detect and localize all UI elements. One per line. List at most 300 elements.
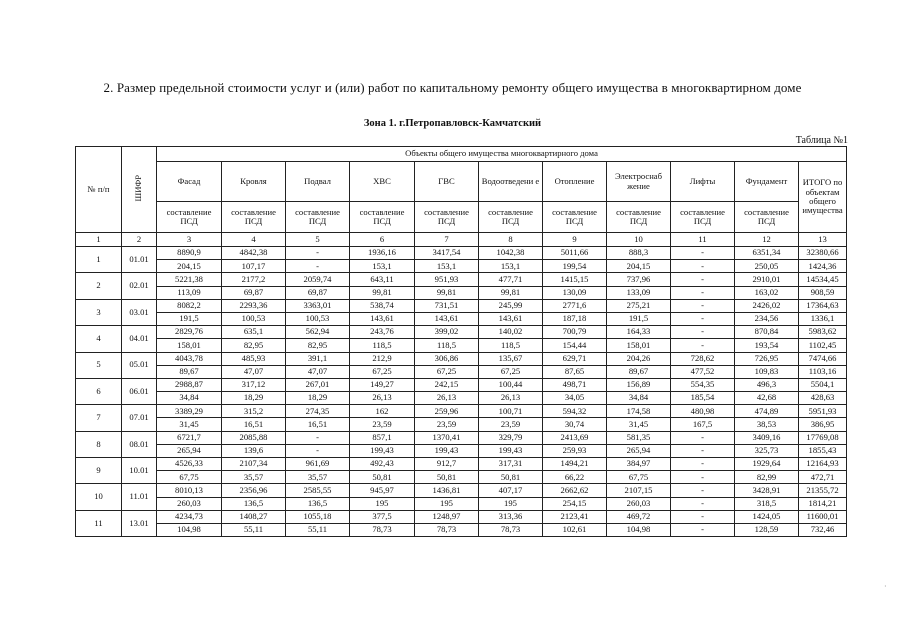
cell-value: 1248,97 xyxy=(415,510,479,523)
header-sublabel: составление ПСД xyxy=(479,202,543,233)
header-total: ИТОГО по объектам общего имущества xyxy=(799,162,847,233)
table-row xyxy=(76,497,847,510)
cell-value: 187,18 xyxy=(543,312,607,325)
cell-value: 1855,43 xyxy=(799,444,847,457)
header-code-text: ШИФР xyxy=(133,175,144,202)
cell-value: 1436,81 xyxy=(415,484,479,497)
cell-value: - xyxy=(671,247,735,260)
table-row xyxy=(76,405,847,418)
cell-value: 99,81 xyxy=(415,286,479,299)
cell-value: 5221,38 xyxy=(157,273,222,286)
cell-value: 2829,76 xyxy=(157,326,222,339)
cell-value: 82,95 xyxy=(222,339,286,352)
header-object: Фасад xyxy=(157,162,222,202)
row-code: 02.01 xyxy=(122,273,157,299)
cell-value: 4842,38 xyxy=(222,247,286,260)
cell-value: 35,57 xyxy=(222,471,286,484)
cell-value: 242,15 xyxy=(415,378,479,391)
cell-value: - xyxy=(671,260,735,273)
cell-value: - xyxy=(286,444,350,457)
cell-value: 581,35 xyxy=(607,431,671,444)
cell-value: 480,98 xyxy=(671,405,735,418)
cell-value: 143,61 xyxy=(479,312,543,325)
cell-value: 428,63 xyxy=(799,392,847,405)
cell-value: 469,72 xyxy=(607,510,671,523)
cell-value: 11600,01 xyxy=(799,510,847,523)
cell-value: - xyxy=(671,484,735,497)
cell-value: 104,98 xyxy=(607,523,671,536)
cell-value: - xyxy=(671,471,735,484)
cell-value: 89,67 xyxy=(157,365,222,378)
row-code: 10.01 xyxy=(122,458,157,484)
cell-value: 191,5 xyxy=(607,312,671,325)
cell-value: 16,51 xyxy=(222,418,286,431)
cell-value: 195 xyxy=(479,497,543,510)
cell-value: 1336,1 xyxy=(799,312,847,325)
cell-value: 384,97 xyxy=(607,458,671,471)
row-number: 1 xyxy=(76,247,122,273)
table-row xyxy=(76,326,847,339)
cell-value: 87,65 xyxy=(543,365,607,378)
cell-value: 318,5 xyxy=(735,497,799,510)
row-code: 08.01 xyxy=(122,431,157,457)
cell-value: 135,67 xyxy=(479,352,543,365)
row-code: 04.01 xyxy=(122,326,157,352)
cell-value: 1929,64 xyxy=(735,458,799,471)
cell-value: 1103,16 xyxy=(799,365,847,378)
cell-value: 3417,54 xyxy=(415,247,479,260)
column-number: 9 xyxy=(543,233,607,247)
table-row xyxy=(76,458,847,471)
cell-value: 2910,01 xyxy=(735,273,799,286)
cell-value: - xyxy=(671,458,735,471)
table-row xyxy=(76,378,847,391)
table-row xyxy=(76,260,847,273)
cell-value: 99,81 xyxy=(350,286,415,299)
cell-value: 737,96 xyxy=(607,273,671,286)
cost-table xyxy=(75,146,847,537)
cell-value: 204,15 xyxy=(607,260,671,273)
cell-value: 3363,01 xyxy=(286,299,350,312)
cell-value: 265,94 xyxy=(157,444,222,457)
cell-value: 8082,2 xyxy=(157,299,222,312)
cell-value: 42,68 xyxy=(735,392,799,405)
cell-value: 2293,36 xyxy=(222,299,286,312)
header-code xyxy=(122,147,157,233)
cell-value: - xyxy=(286,260,350,273)
cell-value: 945,97 xyxy=(350,484,415,497)
cell-value: 167,5 xyxy=(671,418,735,431)
cell-value: 274,35 xyxy=(286,405,350,418)
cell-value: 158,01 xyxy=(157,339,222,352)
cell-value: 254,15 xyxy=(543,497,607,510)
cell-value: 18,29 xyxy=(286,392,350,405)
cell-value: 31,45 xyxy=(157,418,222,431)
cell-value: 267,01 xyxy=(286,378,350,391)
cell-value: 259,93 xyxy=(543,444,607,457)
cell-value: 66,22 xyxy=(543,471,607,484)
row-number: 7 xyxy=(76,405,122,431)
cell-value: 143,61 xyxy=(350,312,415,325)
cell-value: 306,86 xyxy=(415,352,479,365)
cell-value: 1424,05 xyxy=(735,510,799,523)
cell-value: 107,17 xyxy=(222,260,286,273)
header-object: Отопление xyxy=(543,162,607,202)
cell-value: 1370,41 xyxy=(415,431,479,444)
cell-value: 1415,15 xyxy=(543,273,607,286)
cell-value: 728,62 xyxy=(671,352,735,365)
cell-value: 12164,93 xyxy=(799,458,847,471)
cell-value: 99,81 xyxy=(479,286,543,299)
margin-mark: · xyxy=(884,582,887,591)
table-row xyxy=(76,286,847,299)
cell-value: - xyxy=(671,273,735,286)
cell-value: 1102,45 xyxy=(799,339,847,352)
cell-value: 113,09 xyxy=(157,286,222,299)
cell-value: 191,5 xyxy=(157,312,222,325)
row-number: 5 xyxy=(76,352,122,378)
cell-value: 6721,7 xyxy=(157,431,222,444)
cell-value: 2662,62 xyxy=(543,484,607,497)
cell-value: 199,43 xyxy=(350,444,415,457)
table-row xyxy=(76,523,847,536)
cell-value: 199,54 xyxy=(543,260,607,273)
row-number: 10 xyxy=(76,484,122,510)
cell-value: 498,71 xyxy=(543,378,607,391)
cell-value: 250,05 xyxy=(735,260,799,273)
cell-value: 951,93 xyxy=(415,273,479,286)
cell-value: 212,9 xyxy=(350,352,415,365)
cell-value: - xyxy=(671,312,735,325)
cell-value: 149,27 xyxy=(350,378,415,391)
cell-value: 234,56 xyxy=(735,312,799,325)
column-number: 1 xyxy=(76,233,122,247)
header-sublabel: составление ПСД xyxy=(543,202,607,233)
cell-value: 153,1 xyxy=(415,260,479,273)
cell-value: 30,74 xyxy=(543,418,607,431)
cell-value: 2356,96 xyxy=(222,484,286,497)
cell-value: 50,81 xyxy=(479,471,543,484)
cell-value: 31,45 xyxy=(607,418,671,431)
cell-value: 67,25 xyxy=(350,365,415,378)
cell-value: 133,09 xyxy=(607,286,671,299)
cell-value: 317,31 xyxy=(479,458,543,471)
cell-value: 26,13 xyxy=(350,392,415,405)
row-number: 9 xyxy=(76,458,122,484)
cell-value: 78,73 xyxy=(479,523,543,536)
row-number: 3 xyxy=(76,299,122,325)
cell-value: 17364,63 xyxy=(799,299,847,312)
table-row xyxy=(76,392,847,405)
header-sublabel: составление ПСД xyxy=(157,202,222,233)
cell-value: 2107,34 xyxy=(222,458,286,471)
cell-value: 2426,02 xyxy=(735,299,799,312)
cell-value: 243,76 xyxy=(350,326,415,339)
cell-value: 643,11 xyxy=(350,273,415,286)
column-number: 12 xyxy=(735,233,799,247)
cell-value: 2085,88 xyxy=(222,431,286,444)
cell-value: 5011,66 xyxy=(543,247,607,260)
cell-value: 5951,93 xyxy=(799,405,847,418)
header-object: ХВС xyxy=(350,162,415,202)
cell-value: 474,89 xyxy=(735,405,799,418)
cell-value: 69,87 xyxy=(222,286,286,299)
cell-value: 377,5 xyxy=(350,510,415,523)
cell-value: 492,43 xyxy=(350,458,415,471)
column-number: 4 xyxy=(222,233,286,247)
cell-value: - xyxy=(671,431,735,444)
header-object: Водоотведени е xyxy=(479,162,543,202)
cell-value: 635,1 xyxy=(222,326,286,339)
cell-value: 109,83 xyxy=(735,365,799,378)
cell-value: 700,79 xyxy=(543,326,607,339)
header-object: Лифты xyxy=(671,162,735,202)
cell-value: 199,43 xyxy=(479,444,543,457)
cell-value: 100,71 xyxy=(479,405,543,418)
cell-value: 34,84 xyxy=(157,392,222,405)
cell-value: 1424,36 xyxy=(799,260,847,273)
cell-value: 195 xyxy=(415,497,479,510)
table-row xyxy=(76,247,847,260)
cell-value: 325,73 xyxy=(735,444,799,457)
table-row xyxy=(76,484,847,497)
table-row xyxy=(76,312,847,325)
header-sublabel: составление ПСД xyxy=(350,202,415,233)
cell-value: 472,71 xyxy=(799,471,847,484)
header-object: Фундамент xyxy=(735,162,799,202)
cell-value: 259,96 xyxy=(415,405,479,418)
cell-value: 204,26 xyxy=(607,352,671,365)
cell-value: 961,69 xyxy=(286,458,350,471)
row-number: 6 xyxy=(76,378,122,404)
cell-value: 67,75 xyxy=(607,471,671,484)
cell-value: 23,59 xyxy=(350,418,415,431)
cell-value: 5983,62 xyxy=(799,326,847,339)
cell-value: 908,59 xyxy=(799,286,847,299)
cell-value: 130,09 xyxy=(543,286,607,299)
cell-value: 89,67 xyxy=(607,365,671,378)
cell-value: 47,07 xyxy=(286,365,350,378)
column-number: 5 xyxy=(286,233,350,247)
cell-value: 102,61 xyxy=(543,523,607,536)
cell-value: 100,44 xyxy=(479,378,543,391)
cell-value: 3428,91 xyxy=(735,484,799,497)
cell-value: 1408,27 xyxy=(222,510,286,523)
cell-value: - xyxy=(286,431,350,444)
cell-value: 1814,21 xyxy=(799,497,847,510)
row-number: 8 xyxy=(76,431,122,457)
cell-value: 2413,69 xyxy=(543,431,607,444)
column-number: 10 xyxy=(607,233,671,247)
cell-value: 477,52 xyxy=(671,365,735,378)
cell-value: 313,36 xyxy=(479,510,543,523)
cell-value: 3409,16 xyxy=(735,431,799,444)
cell-value: 496,3 xyxy=(735,378,799,391)
cell-value: 21355,72 xyxy=(799,484,847,497)
cell-value: 1042,38 xyxy=(479,247,543,260)
cell-value: 162 xyxy=(350,405,415,418)
cell-value: 26,13 xyxy=(479,392,543,405)
cell-value: 594,32 xyxy=(543,405,607,418)
cell-value: 731,51 xyxy=(415,299,479,312)
zone-title: Зона 1. г.Петропавловск-Камчатский xyxy=(363,118,542,129)
cell-value: 391,1 xyxy=(286,352,350,365)
cell-value: 82,99 xyxy=(735,471,799,484)
cell-value: 139,6 xyxy=(222,444,286,457)
table-row xyxy=(76,418,847,431)
row-number: 4 xyxy=(76,326,122,352)
table-row xyxy=(76,339,847,352)
cell-value: 538,74 xyxy=(350,299,415,312)
cell-value: 82,95 xyxy=(286,339,350,352)
cell-value: 153,1 xyxy=(350,260,415,273)
row-code: 11.01 xyxy=(122,484,157,510)
cell-value: 193,54 xyxy=(735,339,799,352)
cell-value: 23,59 xyxy=(479,418,543,431)
row-code: 06.01 xyxy=(122,378,157,404)
cell-value: 732,46 xyxy=(799,523,847,536)
cell-value: 156,89 xyxy=(607,378,671,391)
row-number: 11 xyxy=(76,510,122,536)
document-heading: 2. Размер предельной стоимости услуг и (или) работ по капитальному ремонту общего имущества в многоквартирном доме xyxy=(103,80,802,95)
header-sublabel: составление ПСД xyxy=(286,202,350,233)
cell-value: 136,5 xyxy=(222,497,286,510)
cell-value: 32380,66 xyxy=(799,247,847,260)
table-row xyxy=(76,365,847,378)
row-code: 01.01 xyxy=(122,247,157,273)
cell-value: 870,84 xyxy=(735,326,799,339)
cell-value: 100,53 xyxy=(286,312,350,325)
cell-value: 55,11 xyxy=(222,523,286,536)
header-sublabel: составление ПСД xyxy=(735,202,799,233)
cell-value: 2988,87 xyxy=(157,378,222,391)
column-number: 2 xyxy=(122,233,157,247)
cell-value: 1055,18 xyxy=(286,510,350,523)
column-number: 6 xyxy=(350,233,415,247)
header-object: Подвал xyxy=(286,162,350,202)
cell-value: 55,11 xyxy=(286,523,350,536)
row-code: 03.01 xyxy=(122,299,157,325)
header-sublabel: составление ПСД xyxy=(671,202,735,233)
cell-value: 78,73 xyxy=(415,523,479,536)
cell-value: 726,95 xyxy=(735,352,799,365)
cell-value: 562,94 xyxy=(286,326,350,339)
cell-value: 629,71 xyxy=(543,352,607,365)
header-rownum: № п/п xyxy=(76,147,122,233)
cell-value: 399,02 xyxy=(415,326,479,339)
cell-value: 67,25 xyxy=(479,365,543,378)
cell-value: 386,95 xyxy=(799,418,847,431)
cell-value: 912,7 xyxy=(415,458,479,471)
cell-value: 329,79 xyxy=(479,431,543,444)
cell-value: 275,21 xyxy=(607,299,671,312)
cell-value: 153,1 xyxy=(479,260,543,273)
cell-value: 154,44 xyxy=(543,339,607,352)
header-object: Электроснаб жение xyxy=(607,162,671,202)
cell-value: 78,73 xyxy=(350,523,415,536)
cell-value: 164,33 xyxy=(607,326,671,339)
cell-value: 128,59 xyxy=(735,523,799,536)
table-row xyxy=(76,273,847,286)
cell-value: - xyxy=(671,523,735,536)
cell-value: 2771,6 xyxy=(543,299,607,312)
cell-value: 8890,9 xyxy=(157,247,222,260)
cell-value: 2585,55 xyxy=(286,484,350,497)
cell-value: 136,5 xyxy=(286,497,350,510)
cell-value: 485,93 xyxy=(222,352,286,365)
cell-value: 140,02 xyxy=(479,326,543,339)
table-row xyxy=(76,471,847,484)
cell-value: 67,75 xyxy=(157,471,222,484)
cell-value: - xyxy=(671,510,735,523)
cell-value: 477,71 xyxy=(479,273,543,286)
cell-value: 47,07 xyxy=(222,365,286,378)
row-code: 05.01 xyxy=(122,352,157,378)
header-objects: Объекты общего имущества многоквартирного дома xyxy=(157,147,847,162)
cell-value: 67,25 xyxy=(415,365,479,378)
table-row xyxy=(76,444,847,457)
cell-value: 34,84 xyxy=(607,392,671,405)
cell-value: 1494,21 xyxy=(543,458,607,471)
cell-value: 407,17 xyxy=(479,484,543,497)
cell-value: 35,57 xyxy=(286,471,350,484)
table-row xyxy=(76,299,847,312)
cell-value: 7474,66 xyxy=(799,352,847,365)
cell-value: 163,02 xyxy=(735,286,799,299)
cell-value: 118,5 xyxy=(479,339,543,352)
header-object: ГВС xyxy=(415,162,479,202)
cell-value: - xyxy=(286,247,350,260)
header-sublabel: составление ПСД xyxy=(415,202,479,233)
cell-value: 315,2 xyxy=(222,405,286,418)
cell-value: 2123,41 xyxy=(543,510,607,523)
cell-value: 8010,13 xyxy=(157,484,222,497)
cell-value: 26,13 xyxy=(415,392,479,405)
cell-value: - xyxy=(671,326,735,339)
cell-value: 23,59 xyxy=(415,418,479,431)
cell-value: 554,35 xyxy=(671,378,735,391)
row-number: 2 xyxy=(76,273,122,299)
cell-value: 5504,1 xyxy=(799,378,847,391)
header-sublabel: составление ПСД xyxy=(607,202,671,233)
cell-value: - xyxy=(671,339,735,352)
cell-value: 6351,34 xyxy=(735,247,799,260)
cell-value: 185,54 xyxy=(671,392,735,405)
table-row xyxy=(76,510,847,523)
cell-value: 158,01 xyxy=(607,339,671,352)
cell-value: 104,98 xyxy=(157,523,222,536)
cell-value: 1936,16 xyxy=(350,247,415,260)
cell-value: 2107,15 xyxy=(607,484,671,497)
cell-value: 118,5 xyxy=(350,339,415,352)
cell-value: 857,1 xyxy=(350,431,415,444)
column-number: 8 xyxy=(479,233,543,247)
cell-value: 14534,45 xyxy=(799,273,847,286)
cell-value: 38,53 xyxy=(735,418,799,431)
cell-value: - xyxy=(671,444,735,457)
cell-value: 50,81 xyxy=(415,471,479,484)
table-row xyxy=(76,431,847,444)
table-number: Таблица №1 xyxy=(795,135,848,146)
cell-value: 118,5 xyxy=(415,339,479,352)
cell-value: 245,99 xyxy=(479,299,543,312)
table-row xyxy=(76,352,847,365)
cell-value: 4043,78 xyxy=(157,352,222,365)
column-number: 7 xyxy=(415,233,479,247)
cell-value: 888,3 xyxy=(607,247,671,260)
cell-value: 260,03 xyxy=(607,497,671,510)
cell-value: - xyxy=(671,286,735,299)
